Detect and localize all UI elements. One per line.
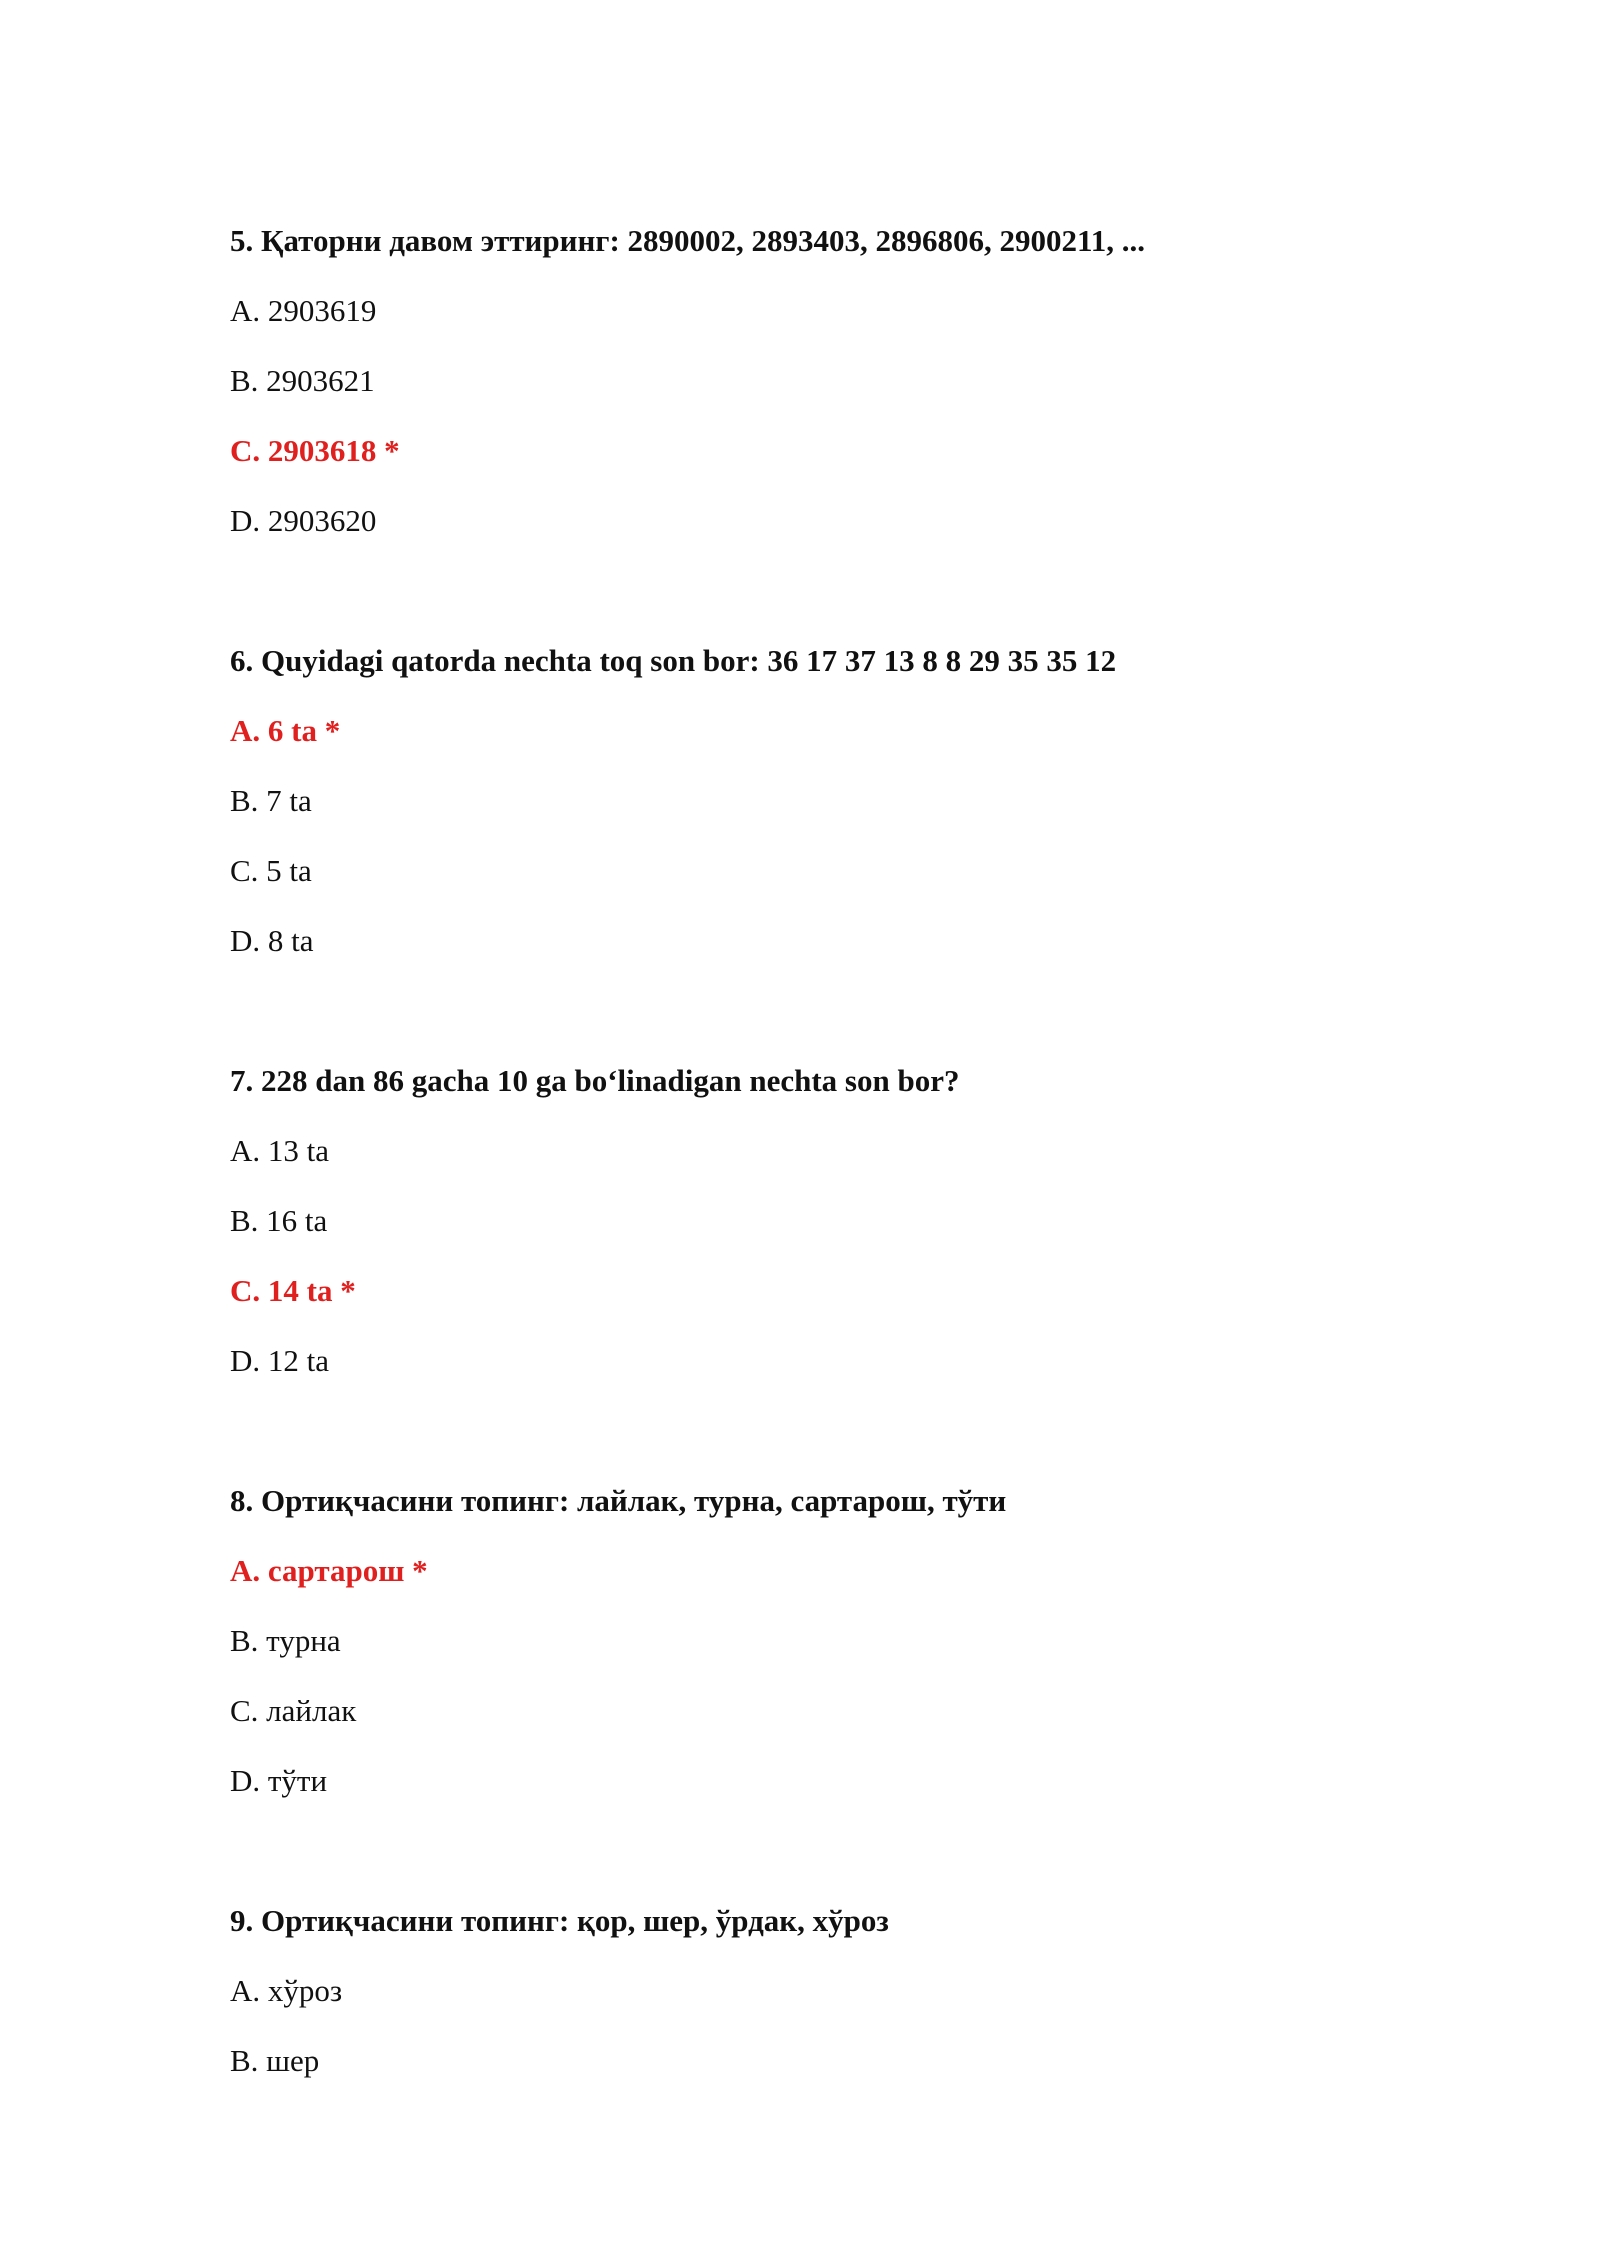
- question-7-text: 7. 228 dan 86 gacha 10 ga bo‘linadigan nechta son bor?: [230, 1063, 960, 1098]
- question-6-option-d: D. 8 ta: [230, 923, 314, 958]
- question-8-option-d: D. тўти: [230, 1763, 328, 1798]
- question-9-text: 9. Ортиқчасини топинг: қор, шер, ўрдак, хўроз: [230, 1903, 889, 1938]
- question-9-option-b: B. шер: [230, 2043, 320, 2078]
- question-6-option-b: B. 7 ta: [230, 783, 312, 818]
- question-7-option-c-correct: C. 14 ta *: [230, 1273, 356, 1308]
- question-8-option-c: C. лайлак: [230, 1693, 357, 1728]
- question-8-option-b: B. турна: [230, 1623, 341, 1658]
- question-5-option-c-correct: C. 2903618 *: [230, 433, 400, 468]
- question-5-option-b: B. 2903621: [230, 363, 375, 398]
- question-7-option-b: B. 16 ta: [230, 1203, 328, 1238]
- question-9-option-a: A. хўроз: [230, 1973, 343, 2008]
- question-5-option-d: D. 2903620: [230, 503, 377, 538]
- question-8-option-a-correct: A. сартарош *: [230, 1553, 428, 1588]
- question-5-text: 5. Қаторни давом эттиринг: 2890002, 2893403, 2896806, 2900211, ...: [230, 223, 1146, 258]
- question-7-option-d: D. 12 ta: [230, 1343, 330, 1378]
- question-7-option-a: A. 13 ta: [230, 1133, 330, 1168]
- question-6-text: 6. Quyidagi qatorda nechta toq son bor: 36 17 37 13 8 8 29 35 35 12: [230, 643, 1117, 678]
- question-5-option-a: A. 2903619: [230, 293, 377, 328]
- question-6-option-c: C. 5 ta: [230, 853, 312, 888]
- question-6-option-a-correct: A. 6 ta *: [230, 713, 341, 748]
- question-8-text: 8. Ортиқчасини топинг: лайлак, турна, сартарош, тўти: [230, 1483, 1007, 1518]
